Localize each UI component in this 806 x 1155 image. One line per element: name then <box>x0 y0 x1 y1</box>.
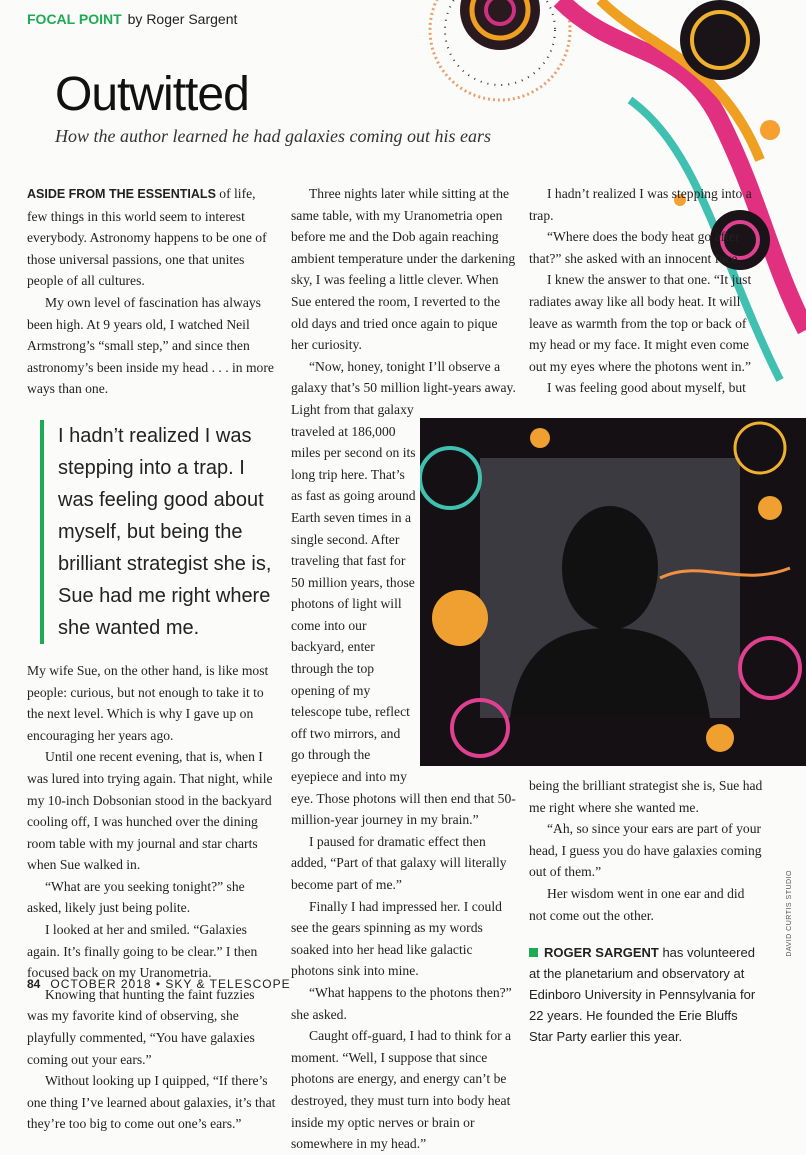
paragraph: I was feeling good about myself, but being the brilliant strategist she is, Sue had me right where she wanted me. <box>529 380 763 815</box>
page-footer <box>27 976 291 992</box>
text: of life, few things in this world seem to interest everybody. Astronomy happens to be one of those universal passions, one that unites people of all cultures. <box>27 186 267 289</box>
article-title: Outwitted <box>55 68 249 121</box>
paragraph: Her wisdom went in one ear and did not come out the other. <box>529 885 745 923</box>
issue-info: OCTOBER 2018 • SKY & TELESCOPE <box>50 977 291 991</box>
paragraph: I hadn’t realized I was stepping into a trap. <box>529 186 752 223</box>
byline: by Roger Sargent <box>127 11 238 27</box>
bio-text: has volunteered at the planetarium and observatory at Edinboro University in Pennsylvania for 22 years. He founded the Erie Bluffs Star Party earlier this year. <box>529 945 756 1045</box>
paragraph: I paused for dramatic effect then added, “Part of that galaxy will literally become part of me.” <box>291 833 507 892</box>
paragraph <box>27 183 279 292</box>
paragraph: I looked at her and smiled. “Galaxies again. It’s finally going to be clear.” I then focused back on my Uranometria. <box>27 922 258 981</box>
paragraph: “Where does the body heat go after that?” she asked with an innocent face. <box>529 229 741 266</box>
bio-marker <box>529 948 538 957</box>
section-kicker <box>27 10 237 28</box>
column-1 <box>27 183 279 1135</box>
lead-in: ASIDE FROM THE ESSENTIALS <box>27 187 216 201</box>
paragraph: I knew the answer to that one. “It just radiates away like all body heat. It will leave as warmth from the top or back of my head or my face. It might even come out my eyes where the photons went in.” <box>529 272 752 374</box>
paragraph: “What are you seeking tonight?” she asked, likely just being polite. <box>27 878 245 916</box>
paragraph: Three nights later while sitting at the same table, with my Uranometria open before me and the Dob again reaching ambient temperature under the darkening sky, I was feeling a little clever. When Sue entered the room, I reverted to the old days and tried once again to pique her curiosity. <box>291 186 516 353</box>
section-label: FOCAL POINT <box>27 11 122 27</box>
paragraph: My wife Sue, on the other hand, is like most people: curious, but not enough to take it to the next level. Which is why I gave up on encouraging her years ago. <box>27 662 269 743</box>
paragraph: Caught off-guard, I had to think for a moment. “Well, I suppose that since photons are energy, and energy can’t be destroyed, they must turn into body heat inside my optic nerves or brain or somewhere in my head.” <box>291 1028 512 1152</box>
photo-credit: DAVID CURTIS STUDIO <box>786 870 793 957</box>
author-bio <box>529 942 765 1047</box>
portrait-illustration <box>420 418 806 766</box>
paragraph: “Now, honey, tonight I’ll observe a galaxy that’s 50 million light-years away. Light from that galaxy traveled at 186,000 miles per second on its long trip here. That’s as fast as going around Earth seven times in a single second. After traveling that fast for 50 million years, those photons of light will come into our backyard, enter through the top opening of my telescope tube, reflect off two mirrors, and go through the eyepiece and into my eye. Those photons will then end that 50-million-year journey in my brain.” <box>291 358 516 828</box>
paragraph: Knowing that hunting the faint fuzzies was my favorite kind of observing, she playfully commented, “You have galaxies coming out your ears.” <box>27 986 255 1067</box>
paragraph: My own level of fascination has always been high. At 9 years old, I watched Neil Armstrong’s “small step,” and since then astronomy’s been inside my head . . . in more ways than one. <box>27 294 274 397</box>
pull-quote: I hadn’t realized I was stepping into a trap. I was feeling good about myself, but being the brilliant strategist she is, Sue had me right where she wanted me. <box>40 420 279 644</box>
paragraph: Until one recent evening, that is, when I was lured into trying again. That night, while my 10-inch Dobsonian stood in the backyard cooling off, I was hunched over the dining room table with my journal and star charts when Sue walked in. <box>27 749 273 873</box>
paragraph: “What happens to the photons then?” she asked. <box>291 984 512 1022</box>
page-number: 84 <box>27 977 41 991</box>
bio-name: ROGER SARGENT <box>544 945 659 961</box>
article-deck: How the author learned he had galaxies coming out his ears <box>55 126 491 146</box>
paragraph: Finally I had impressed her. I could see the gears spinning as my words soaked into her head like galactic photons sink into mine. <box>291 898 502 979</box>
paragraph: Without looking up I quipped, “If there’s one thing I’ve learned about galaxies, it’s that they’re too big to come out one’s ears.” <box>27 1073 276 1132</box>
paragraph: “Ah, so since your ears are part of your head, I guess you do have galaxies coming out of them.” <box>529 821 762 880</box>
